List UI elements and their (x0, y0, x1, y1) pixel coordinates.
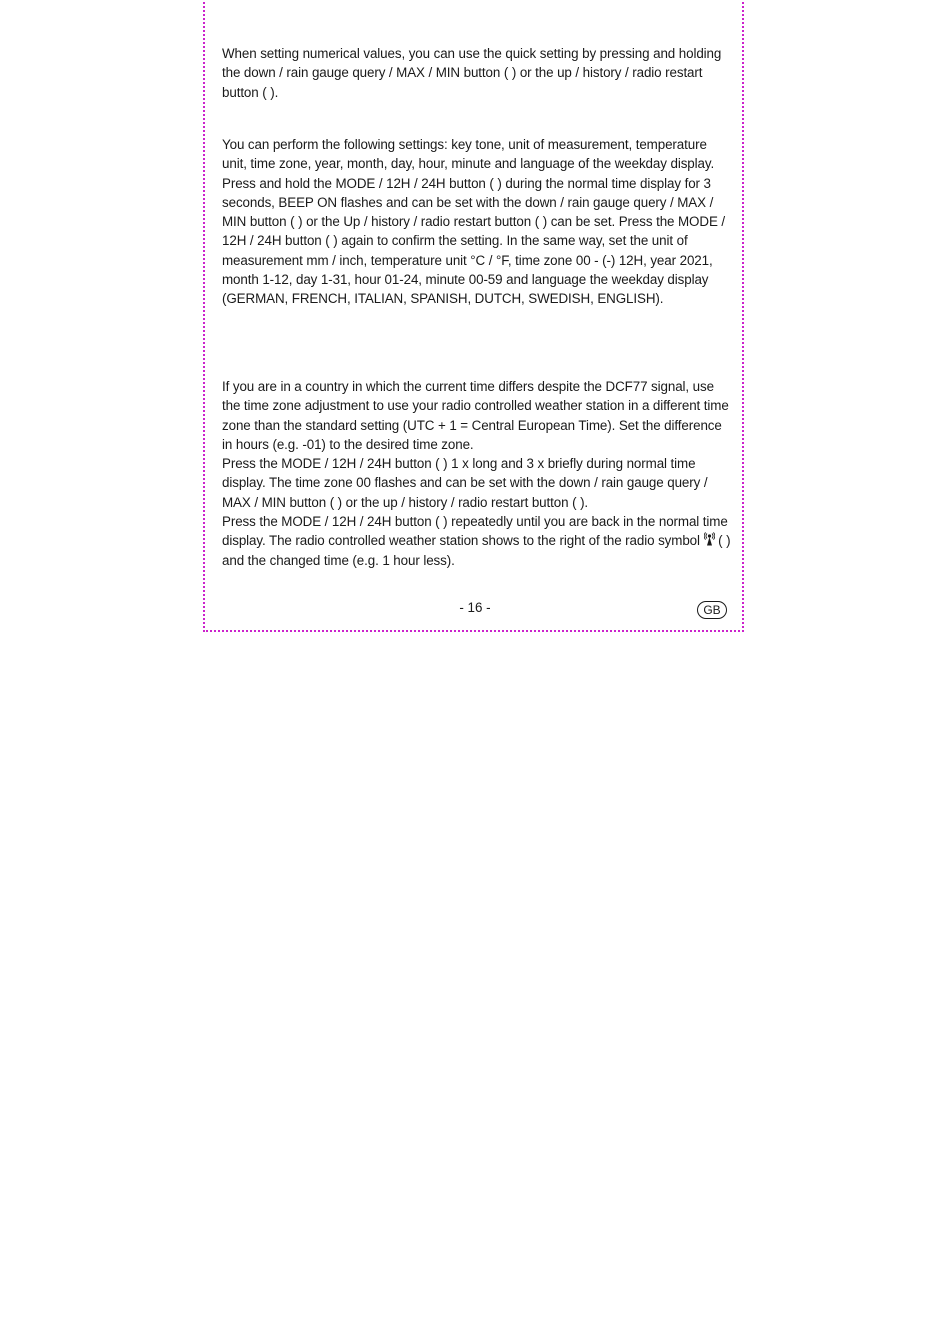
settings-procedure-paragraph: Press and hold the MODE / 12H / 24H button ( ) during the normal time display for 3 seconds, BEEP ON flashes and can be set with the down / rain gauge query / MAX / MIN button ( ) or the Up / history / radio restart button ( ) can be set. Press the MODE / 12H / 24H button ( ) again to confirm the setting. In the same way, set the unit of measurement mm / inch, temperature unit °C / °F, time zone 00 - (-) 12H, year 2021, month 1-12, day 1-31, hour 01-24, minute 00-59 and language the weekday display (GERMAN, FRENCH, ITALIAN, SPANISH, DUTCH, SWEDISH, ENGLISH). (222, 175, 726, 307)
page-number: - 16 - (459, 600, 491, 615)
time-zone-section (222, 377, 732, 570)
time-zone-result-paragraph (222, 512, 732, 570)
time-zone-procedure-paragraph: Press the MODE / 12H / 24H button ( ) 1 x long and 3 x briefly during normal time display. The time zone 00 flashes and can be set with the down / rain gauge query / MAX / MIN button ( ) or the up / history / radio restart button ( ). (222, 456, 708, 510)
quick-setting-paragraph: When setting numerical values, you can use the quick setting by pressing and holding the down / rain gauge query / MAX / MIN button ( ) or the up / history / radio restart button ( ). (222, 46, 722, 100)
language-badge: GB (697, 601, 727, 619)
settings-section (222, 135, 732, 309)
time-zone-result-text-end: ( ) and the changed time (e.g. 1 hour less). (222, 533, 731, 568)
time-zone-result-text-start: Press the MODE / 12H / 24H button ( ) repeatedly until you are back in the normal time display. The radio controlled weather station shows to the right of the radio symbol (222, 514, 728, 549)
time-zone-intro-paragraph: If you are in a country in which the current time differs despite the DCF77 signal, use the time zone adjustment to use your radio controlled weather station in a different time zone than the standard setting (UTC + 1 = Central European Time). Set the difference in hours (e.g. -01) to the desired time zone. (222, 379, 729, 452)
settings-intro-paragraph: You can perform the following settings: key tone, unit of measurement, temperature unit, time zone, year, month, day, hour, minute and language of the weekday display. (222, 137, 715, 172)
radio-antenna-icon (704, 532, 715, 546)
quick-setting-section (222, 44, 732, 102)
